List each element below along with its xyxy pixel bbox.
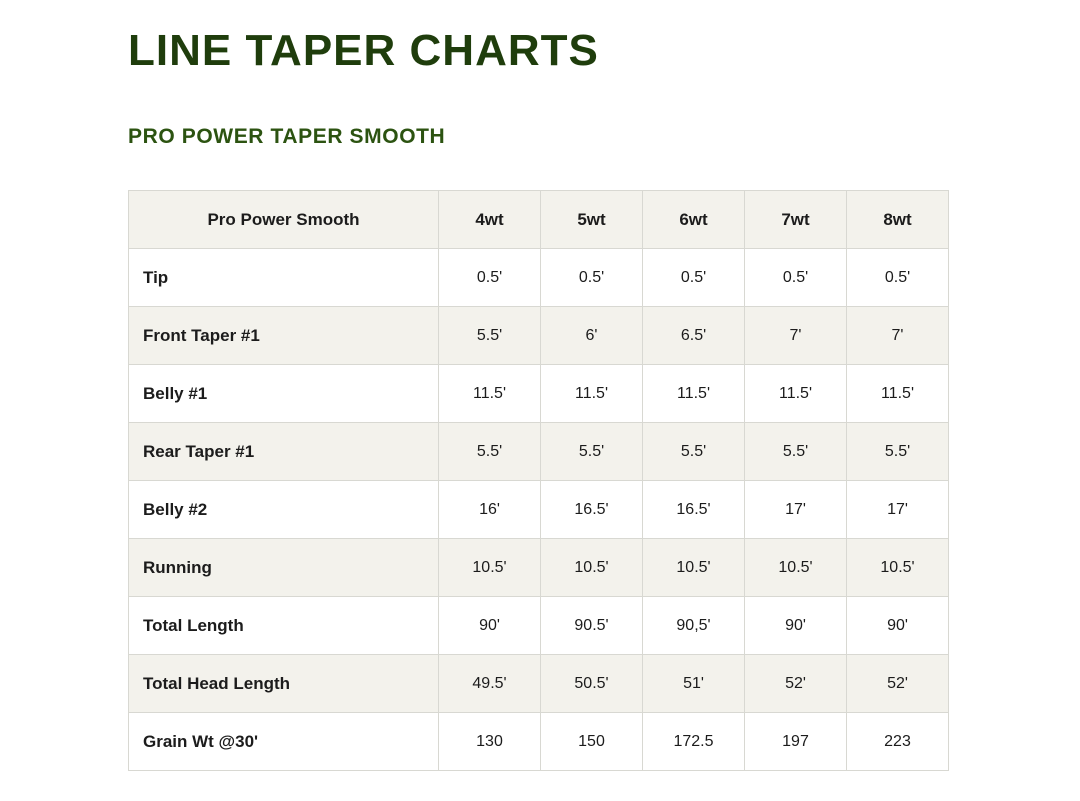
- cell-value: 0.5': [643, 249, 745, 307]
- cell-value: 6': [541, 307, 643, 365]
- cell-value: 51': [643, 655, 745, 713]
- cell-value: 0.5': [439, 249, 541, 307]
- table-row: [129, 423, 949, 481]
- cell-value: 16': [439, 481, 541, 539]
- table-row: [129, 307, 949, 365]
- cell-value: 0.5': [745, 249, 847, 307]
- row-label: Belly #1: [129, 365, 439, 423]
- taper-table: [128, 190, 949, 771]
- cell-value: 10.5': [847, 539, 949, 597]
- table-header: [129, 191, 949, 249]
- taper-table-container: [0, 150, 1080, 771]
- cell-value: 10.5': [643, 539, 745, 597]
- cell-value: 150: [541, 713, 643, 771]
- cell-value: 52': [847, 655, 949, 713]
- cell-value: 5.5': [439, 423, 541, 481]
- row-label: Running: [129, 539, 439, 597]
- cell-value: 172.5: [643, 713, 745, 771]
- table-row: [129, 539, 949, 597]
- column-header-8wt: 8wt: [847, 191, 949, 249]
- cell-value: 90': [745, 597, 847, 655]
- cell-value: 6.5': [643, 307, 745, 365]
- row-label: Front Taper #1: [129, 307, 439, 365]
- cell-value: 17': [847, 481, 949, 539]
- table-row: [129, 481, 949, 539]
- row-label: Belly #2: [129, 481, 439, 539]
- cell-value: 90,5': [643, 597, 745, 655]
- cell-value: 5.5': [439, 307, 541, 365]
- column-header-7wt: 7wt: [745, 191, 847, 249]
- cell-value: 11.5': [847, 365, 949, 423]
- cell-value: 52': [745, 655, 847, 713]
- cell-value: 90.5': [541, 597, 643, 655]
- table-header-row: [129, 191, 949, 249]
- cell-value: 11.5': [541, 365, 643, 423]
- table-body: [129, 249, 949, 771]
- cell-value: 5.5': [541, 423, 643, 481]
- cell-value: 10.5': [745, 539, 847, 597]
- table-row: [129, 249, 949, 307]
- cell-value: 0.5': [541, 249, 643, 307]
- cell-value: 49.5': [439, 655, 541, 713]
- cell-value: 11.5': [439, 365, 541, 423]
- column-header-4wt: 4wt: [439, 191, 541, 249]
- column-header-5wt: 5wt: [541, 191, 643, 249]
- cell-value: 11.5': [745, 365, 847, 423]
- cell-value: 16.5': [541, 481, 643, 539]
- row-label: Grain Wt @30': [129, 713, 439, 771]
- table-row: [129, 655, 949, 713]
- cell-value: 5.5': [745, 423, 847, 481]
- page-title: LINE TAPER CHARTS: [128, 26, 599, 75]
- cell-value: 197: [745, 713, 847, 771]
- cell-value: 5.5': [847, 423, 949, 481]
- cell-value: 223: [847, 713, 949, 771]
- row-label: Total Length: [129, 597, 439, 655]
- section-title: PRO POWER TAPER SMOOTH: [128, 125, 446, 148]
- cell-value: 10.5': [439, 539, 541, 597]
- cell-value: 130: [439, 713, 541, 771]
- cell-value: 17': [745, 481, 847, 539]
- cell-value: 90': [439, 597, 541, 655]
- table-row: [129, 713, 949, 771]
- column-header-6wt: 6wt: [643, 191, 745, 249]
- row-label: Total Head Length: [129, 655, 439, 713]
- cell-value: 5.5': [643, 423, 745, 481]
- cell-value: 10.5': [541, 539, 643, 597]
- table-row: [129, 597, 949, 655]
- column-header-label: Pro Power Smooth: [129, 191, 439, 249]
- row-label: Rear Taper #1: [129, 423, 439, 481]
- table-row: [129, 365, 949, 423]
- cell-value: 90': [847, 597, 949, 655]
- row-label: Tip: [129, 249, 439, 307]
- cell-value: 0.5': [847, 249, 949, 307]
- cell-value: 16.5': [643, 481, 745, 539]
- cell-value: 7': [847, 307, 949, 365]
- cell-value: 7': [745, 307, 847, 365]
- cell-value: 11.5': [643, 365, 745, 423]
- cell-value: 50.5': [541, 655, 643, 713]
